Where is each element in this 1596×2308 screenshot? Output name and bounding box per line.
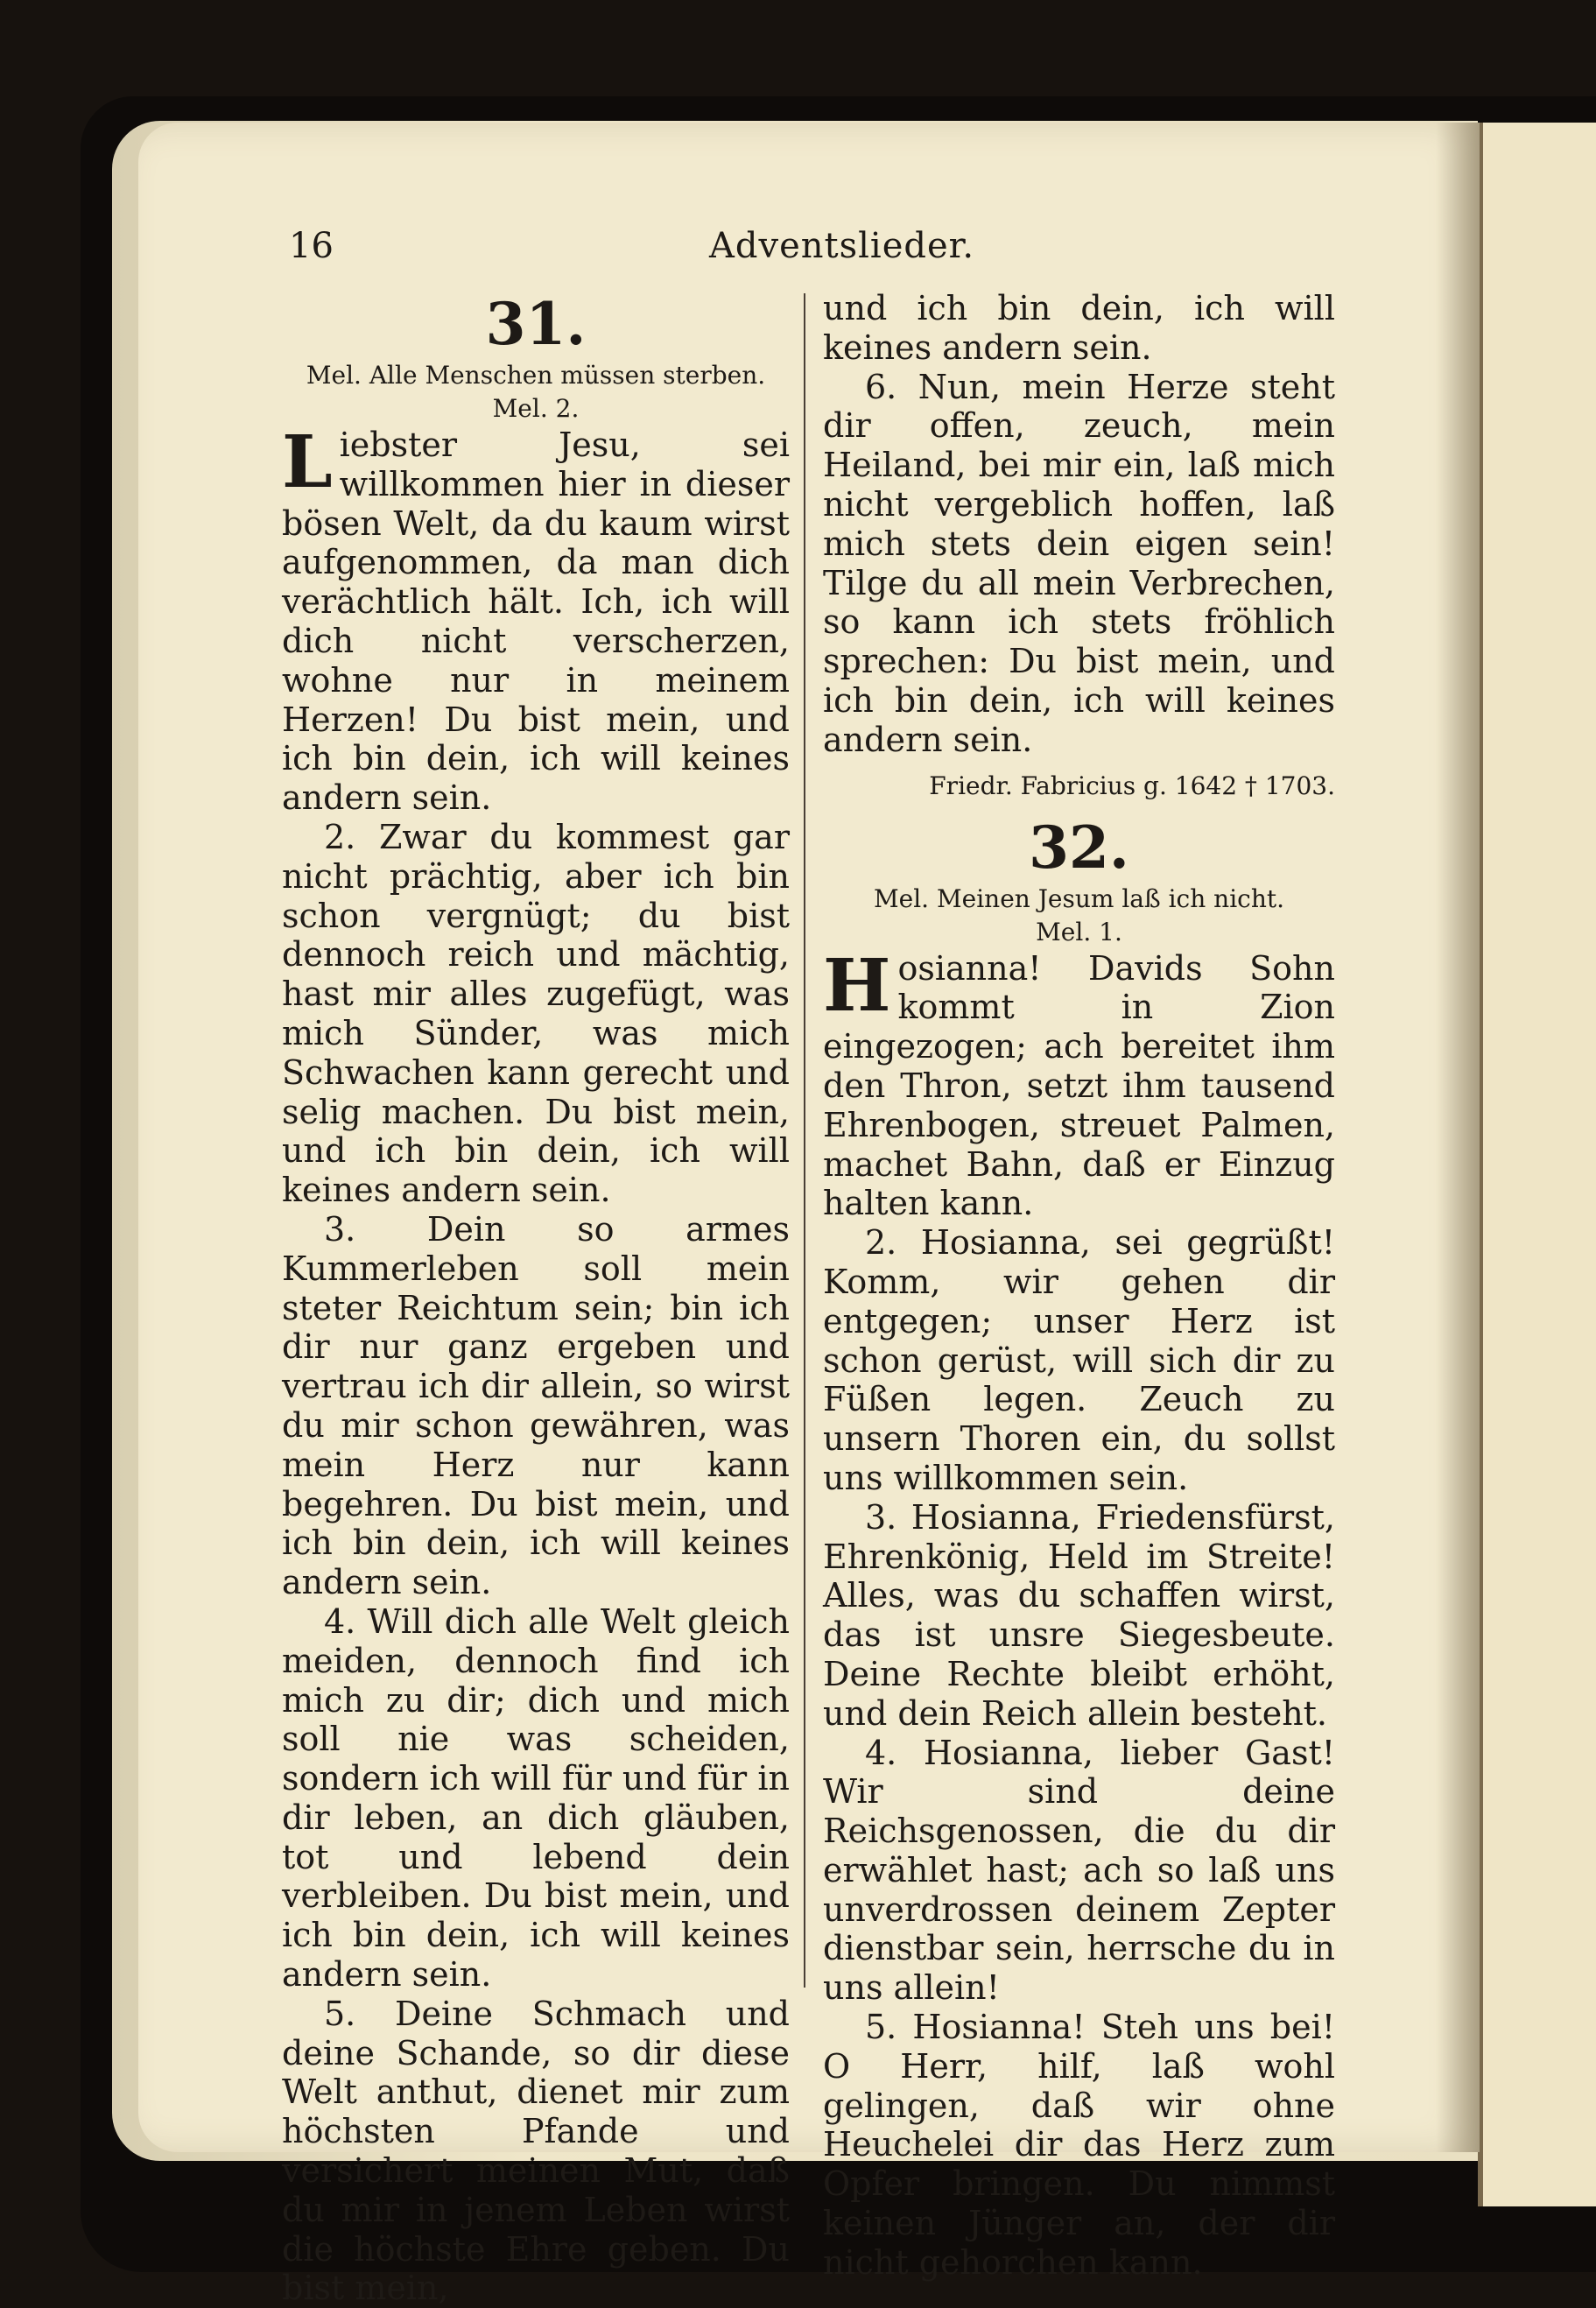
hymn-32-dropcap: H <box>823 943 891 1028</box>
page-gutter-shadow <box>1436 123 1480 2152</box>
hymn-31-dropcap: L <box>282 420 333 504</box>
hymn-31-stanza-6: 6. Nun, mein Herze steht dir offen, zeuch, mein Heiland, bei mir ein, laß mich nicht vergeblich hoffen, laß mich stets dein eigen sein! Tilge du all mein Verbrechen, so kann ich stets fröhlich sprechen: Du bist mein, und ich bin dein, ich will keines andern sein. <box>823 367 1335 759</box>
hymn-32-stanza-1 <box>823 943 1335 1224</box>
right-column <box>823 289 1335 2283</box>
hymn-31-stanza-5: 5. Deine Schmach und deine Schande, so dir diese Welt anthut, dienet mir zum höchsten Pfande und versichert meinen Mut, daß du mir in jenem Leben wirst die höchste Ehre geben. Du bist mein, <box>282 1994 790 2308</box>
hymn-32-melody: Mel. Meinen Jesum laß ich nicht. <box>873 883 1285 913</box>
hymn-31-stanza-5-continued: und ich bin dein, ich will keines andern sein. <box>823 289 1335 367</box>
hymn-31-stanza-4: 4. Will dich alle Welt gleich meiden, dennoch find ich mich zu dir; dich und mich soll nie was scheiden, sondern ich will für und für in dir leben, an dich gläuben, tot und lebend dein verbleiben. Du bist mein, und ich bin dein, ich will keines andern sein. <box>282 1601 790 1995</box>
hymn-31-stanza-2: 2. Zwar du kommest gar nicht prächtig, aber ich bin schon vergnügt; du bist dennoch reich und mächtig, hast mir alles zugefügt, was mich Sünder, was mich Schwachen kann gerecht und selig machen. Du bist mein, und ich bin dein, ich will keines andern sein. <box>282 817 790 1210</box>
hymn-32-stanza-5: 5. Hosianna! Steh uns bei! O Herr, hilf, laß wohl gelingen, daß wir ohne Heuchelei dir das Herz zum Opfer bringen. Du nimmst keinen Jünger an, der dir nicht gehorchen kann. <box>823 2008 1335 2282</box>
hymn-32-stanza-3: 3. Hosianna, Friedensfürst, Ehrenkönig, Held im Streite! Alles, was du schaffen wirst, das ist unsre Siegesbeute. Deine Rechte bleibt erhöht, und dein Reich allein besteht. <box>823 1497 1335 1733</box>
hymn-32-stanza-4: 4. Hosianna, lieber Gast! Wir sind deine Reichsgenossen, die du dir erwählet hast; ach so laß uns unverdrossen deinem Zepter dienstbar sein, herrsche du in uns allein! <box>823 1733 1335 2008</box>
left-column <box>282 289 790 2308</box>
hymn-31-stanza-3: 3. Dein so armes Kummerleben soll mein steter Reichtum sein; bin ich dir nur ganz ergeben und vertrau ich dir allein, so wirst du mir schon gewähren, was mein Herz nur kann begehren. Du bist mein, und ich bin dein, ich will keines andern sein. <box>282 1209 790 1602</box>
hymn-31-stanza-1-text: iebster Jesu, sei willkommen hier in dieser bösen Welt, da du kaum wirst aufgenommen, da man dich verächtlich hält. Ich, ich will dich nicht verscherzen, wohne nur in meinem Herzen! Du bist mein, und ich bin dein, ich will keines andern sein. <box>282 426 790 818</box>
hymn-31-author: Friedr. Fabricius g. 1642 † 1703. <box>929 771 1335 800</box>
hymn-32-stanza-2: 2. Hosianna, sei gegrüßt! Komm, wir gehen dir entgegen; unser Herz ist schon gerüst, will sich dir zu Füßen legen. Zeuch zu unsern Thoren ein, du sollst uns willkommen sein. <box>823 1223 1335 1497</box>
hymn-31-melody-ref: Mel. 2. <box>492 394 580 423</box>
hymn-31-stanza-1 <box>282 420 790 818</box>
next-page-edge <box>1480 123 1596 2206</box>
running-head: Adventslieder. <box>709 226 975 266</box>
column-divider <box>804 293 805 1988</box>
hymn-32-melody-ref: Mel. 1. <box>1036 917 1122 946</box>
hymn-32-stanza-1-text: osianna! Davids Sohn kommt in Zion eingezogen; ach bereitet ihm den Thron, setzt ihm tausend Ehrenbogen, streuet Palmen, machet Bahn, daß er Einzug halten kann. <box>823 948 1335 1223</box>
hymn-number-31: 31. <box>485 290 587 358</box>
page-number: 16 <box>289 226 334 266</box>
hymn-31-melody: Mel. Alle Menschen müssen sterben. <box>306 361 766 390</box>
hymn-number-32: 32. <box>1029 813 1129 882</box>
